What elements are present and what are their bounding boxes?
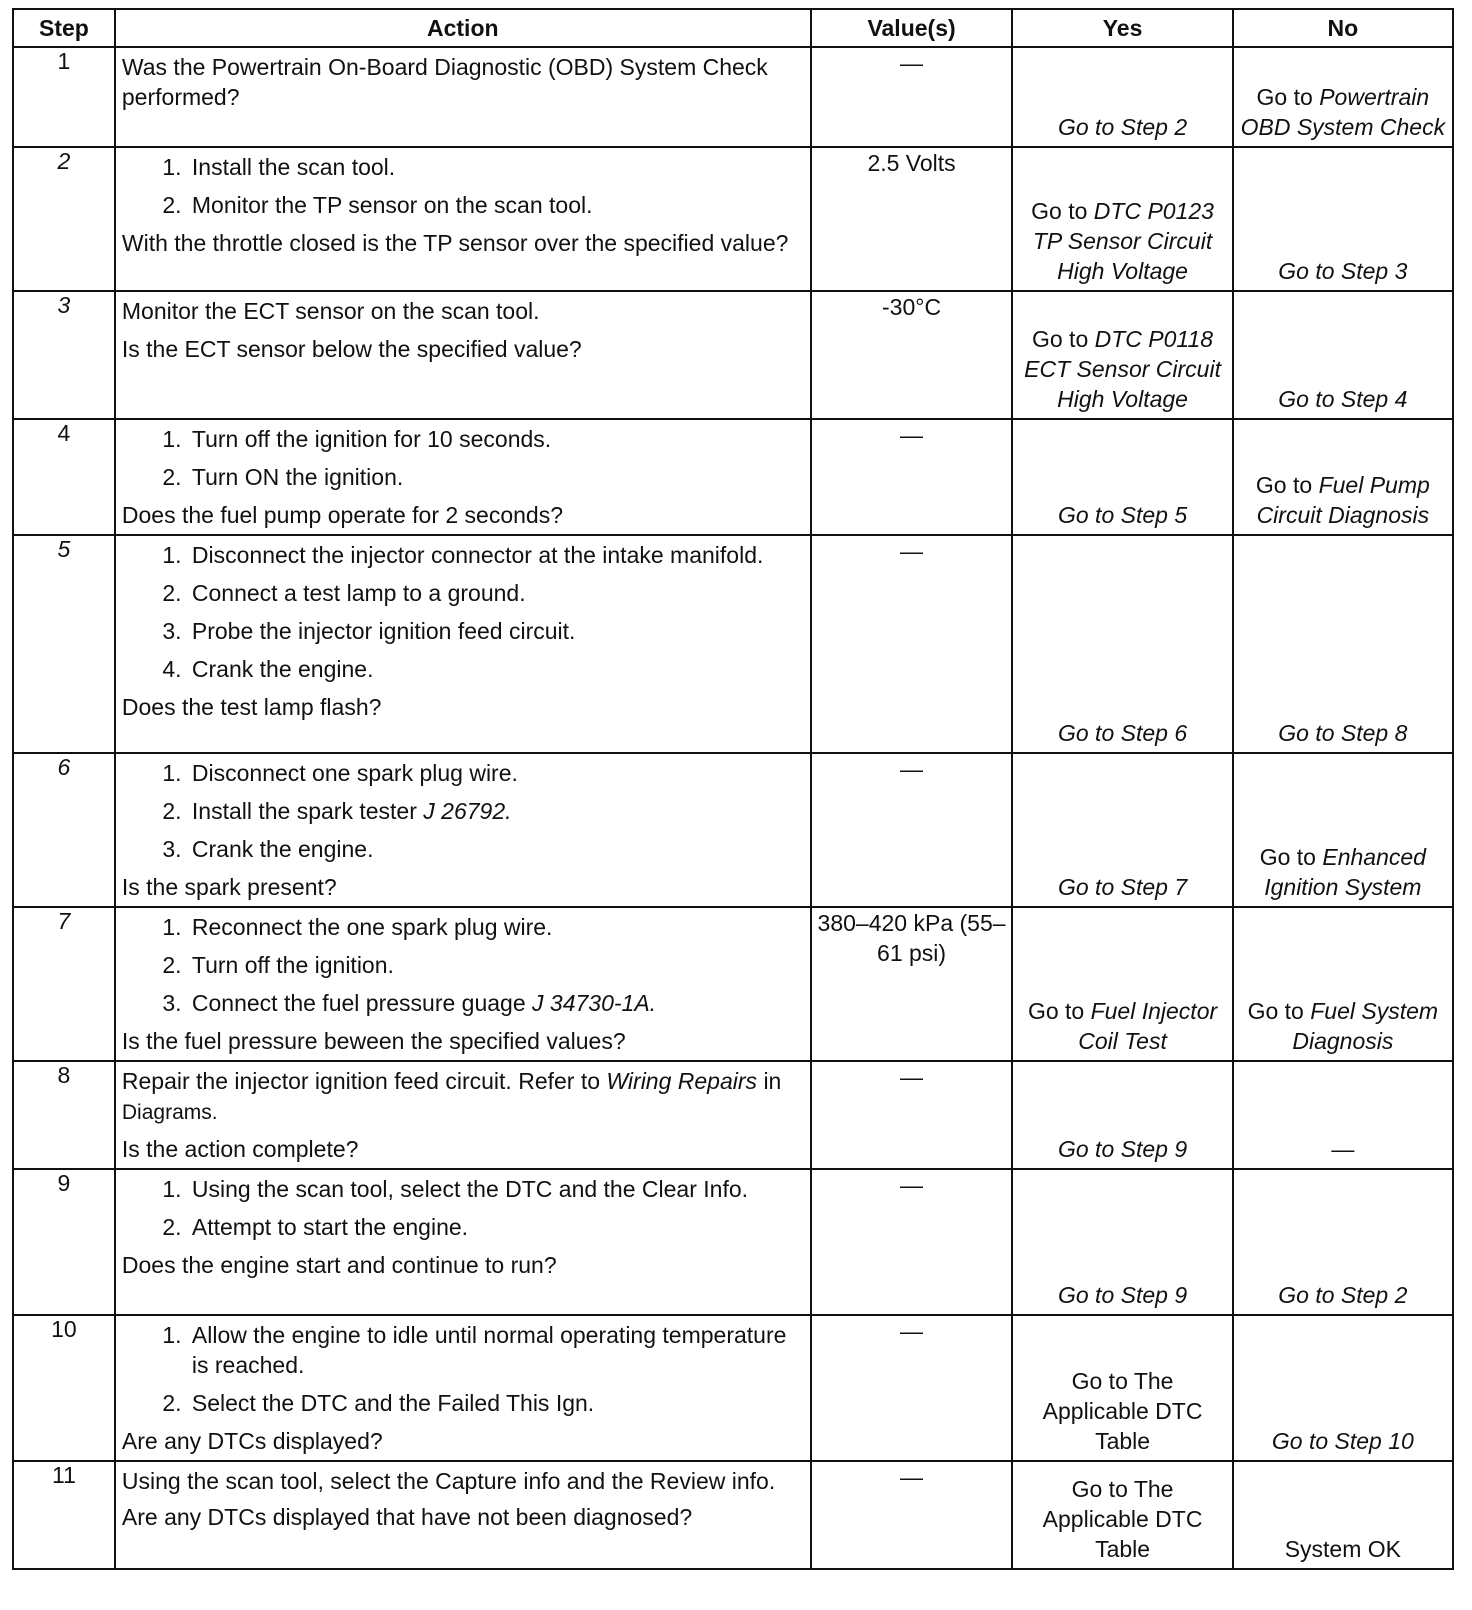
step-number: 3 — [13, 291, 115, 419]
value-cell — [811, 907, 1013, 1061]
yes-cell — [1012, 1061, 1232, 1169]
yes-link[interactable]: Go to Step 9 — [1057, 1282, 1188, 1308]
yes-cell — [1012, 1169, 1232, 1315]
value-text: — — [900, 1172, 924, 1198]
step-number: 6 — [13, 753, 115, 907]
action-cell — [115, 1061, 811, 1169]
action-text: Monitor the ECT sensor on the scan tool. — [121, 298, 540, 324]
header-values: Value(s) — [811, 9, 1013, 47]
no-cell — [1233, 419, 1453, 535]
no-cell — [1233, 291, 1453, 419]
action-cell — [115, 753, 811, 907]
action-step-item: 2. Turn ON the ignition. — [188, 462, 806, 492]
action-cell — [115, 1315, 811, 1461]
yes-cell — [1012, 147, 1232, 291]
header-action: Action — [115, 9, 811, 47]
value-cell — [811, 1315, 1013, 1461]
value-cell — [811, 47, 1013, 147]
action-text: Using the scan tool, select the Capture info and the Review info. — [121, 1468, 776, 1494]
action-cell — [115, 907, 811, 1061]
yes-link[interactable]: DTC P0118 ECT Sensor Circuit High Voltage — [1024, 326, 1221, 412]
step-number: 2 — [13, 147, 115, 291]
action-step-item: 1. Disconnect one spark plug wire. — [188, 758, 806, 788]
header-no: No — [1233, 9, 1453, 47]
action-question: Does the engine start and continue to run? — [121, 1252, 557, 1278]
action-cell — [115, 419, 811, 535]
no-prefix: Go to — [1259, 844, 1316, 870]
action-steps — [122, 152, 806, 220]
action-steps — [122, 1320, 806, 1418]
no-cell — [1233, 535, 1453, 753]
value-text: — — [900, 1464, 924, 1490]
action-steps — [122, 1174, 806, 1242]
action-question: Does the test lamp flash? — [121, 694, 382, 720]
yes-link[interactable]: Go to Step 5 — [1057, 502, 1188, 528]
yes-cell — [1012, 535, 1232, 753]
no-link[interactable]: Enhanced Ignition System — [1264, 844, 1426, 900]
value-text: — — [900, 538, 924, 564]
action-step-item: 1. Turn off the ignition for 10 seconds. — [188, 424, 806, 454]
action-cell — [115, 147, 811, 291]
no-link[interactable]: Go to Step 2 — [1278, 1282, 1408, 1308]
no-cell — [1233, 1315, 1453, 1461]
action-step-item: 2. Select the DTC and the Failed This Ign. — [188, 1388, 806, 1418]
action-cell — [115, 47, 811, 147]
no-link[interactable]: Powertrain OBD System Check — [1240, 84, 1446, 140]
yes-link[interactable]: Fuel Injector Coil Test — [1078, 998, 1218, 1054]
table-row — [13, 907, 1453, 1061]
action-step-item: 1. Reconnect the one spark plug wire. — [188, 912, 806, 942]
table-row — [13, 535, 1453, 753]
table-row — [13, 1461, 1453, 1569]
action-step-item: 3. Crank the engine. — [188, 834, 806, 864]
yes-link[interactable]: Go to Step 2 — [1057, 114, 1188, 140]
action-steps — [122, 758, 806, 864]
yes-link[interactable]: Go to Step 7 — [1057, 874, 1188, 900]
value-text: — — [900, 50, 924, 76]
tool-ref: J 34730-1A. — [532, 990, 657, 1016]
action-question: Are any DTCs displayed? — [121, 1428, 383, 1454]
value-cell — [811, 1061, 1013, 1169]
action-steps — [122, 912, 806, 1018]
value-cell — [811, 291, 1013, 419]
action-step-item: 3. Probe the injector ignition feed circuit. — [188, 616, 806, 646]
value-cell — [811, 535, 1013, 753]
step-number: 8 — [13, 1061, 115, 1169]
action-question: Was the Powertrain On-Board Diagnostic (OBD) System Check performed? — [121, 54, 768, 110]
action-step-item: 2. Turn off the ignition. — [188, 950, 806, 980]
yes-link[interactable]: Go to The Applicable DTC Table — [1042, 1476, 1203, 1562]
table-row — [13, 1169, 1453, 1315]
table-row — [13, 419, 1453, 535]
action-question: Is the action complete? — [121, 1136, 359, 1162]
no-link[interactable]: Go to Step 10 — [1271, 1428, 1414, 1454]
action-question: Does the fuel pump operate for 2 seconds? — [121, 502, 564, 528]
step-number: 11 — [13, 1461, 115, 1569]
value-text: — — [900, 756, 924, 782]
no-prefix: Go to — [1256, 84, 1313, 110]
action-question: Are any DTCs displayed that have not been diagnosed? — [121, 1504, 693, 1530]
yes-cell — [1012, 291, 1232, 419]
table-row — [13, 1315, 1453, 1461]
yes-link[interactable]: Go to Step 6 — [1057, 720, 1188, 746]
action-step-item: 2. Monitor the TP sensor on the scan tool. — [188, 190, 806, 220]
action-step-item: 1. Allow the engine to idle until normal operating temperature is reached. — [188, 1320, 806, 1380]
action-question: With the throttle closed is the TP sensor over the specified value? — [121, 230, 789, 256]
no-prefix: Go to — [1255, 472, 1313, 498]
value-cell — [811, 1461, 1013, 1569]
step-number: 5 — [13, 535, 115, 753]
value-cell — [811, 753, 1013, 907]
yes-link[interactable]: Go to Step 9 — [1057, 1136, 1188, 1162]
action-step-item: 1. Install the scan tool. — [188, 152, 806, 182]
no-cell — [1233, 907, 1453, 1061]
value-text: — — [900, 422, 924, 448]
value-cell — [811, 1169, 1013, 1315]
yes-cell — [1012, 419, 1232, 535]
action-text — [122, 1066, 806, 1128]
action-question: Is the fuel pressure beween the specified values? — [121, 1028, 626, 1054]
yes-prefix: Go to — [1031, 198, 1088, 224]
table-row — [13, 753, 1453, 907]
no-link[interactable]: Go to Step 3 — [1278, 258, 1408, 284]
action-cell — [115, 535, 811, 753]
step-number: 7 — [13, 907, 115, 1061]
diagrams-ref: Diagrams. — [121, 1101, 218, 1124]
wiring-repairs-link[interactable]: Wiring Repairs — [606, 1068, 758, 1094]
table-row — [13, 1061, 1453, 1169]
table-row — [13, 291, 1453, 419]
value-text: — — [900, 1318, 924, 1344]
no-link[interactable]: Go to Step 8 — [1278, 720, 1408, 746]
yes-link[interactable]: DTC P0123 TP Sensor Circuit High Voltage — [1032, 198, 1214, 284]
header-row — [13, 9, 1453, 47]
action-step-text: Install the spark tester — [191, 798, 417, 824]
value-text: — — [900, 1064, 924, 1090]
value-cell — [811, 419, 1013, 535]
action-step-item: 4. Crank the engine. — [188, 654, 806, 684]
value-text: 2.5 Volts — [867, 150, 956, 176]
value-cell — [811, 147, 1013, 291]
table-row — [13, 47, 1453, 147]
no-cell — [1233, 1061, 1453, 1169]
step-number: 1 — [13, 47, 115, 147]
step-number: 10 — [13, 1315, 115, 1461]
action-step-item: 2. Connect a test lamp to a ground. — [188, 578, 806, 608]
diagnostic-table — [12, 8, 1454, 1570]
action-cell — [115, 1461, 811, 1569]
table-row — [13, 147, 1453, 291]
yes-cell — [1012, 47, 1232, 147]
action-text-in: in — [763, 1068, 782, 1094]
no-cell — [1233, 147, 1453, 291]
action-question: Is the ECT sensor below the specified value? — [121, 336, 582, 362]
action-step-item: 1. Disconnect the injector connector at the intake manifold. — [188, 540, 806, 570]
value-text: (55–61 psi) — [877, 910, 1006, 966]
yes-cell — [1012, 753, 1232, 907]
action-steps — [122, 540, 806, 684]
no-cell — [1233, 47, 1453, 147]
yes-cell — [1012, 1461, 1232, 1569]
no-link[interactable]: Fuel Pump Circuit Diagnosis — [1256, 472, 1430, 528]
action-cell — [115, 291, 811, 419]
no-cell — [1233, 1461, 1453, 1569]
action-text-main: Repair the injector ignition feed circuit. Refer to — [121, 1068, 601, 1094]
value-text: -30°C — [882, 294, 942, 320]
action-steps — [122, 424, 806, 492]
no-prefix: Go to — [1247, 998, 1304, 1024]
no-text: System OK — [1284, 1536, 1401, 1562]
yes-link[interactable]: Go to The Applicable DTC Table — [1042, 1368, 1203, 1454]
yes-prefix: Go to — [1031, 326, 1089, 352]
yes-cell — [1012, 907, 1232, 1061]
no-cell — [1233, 753, 1453, 907]
action-step-text: Connect the fuel pressure guage — [191, 990, 526, 1016]
no-cell — [1233, 1169, 1453, 1315]
action-step-item: 2. Attempt to start the engine. — [188, 1212, 806, 1242]
no-link[interactable]: Fuel System Diagnosis — [1292, 998, 1439, 1054]
yes-prefix: Go to — [1027, 998, 1085, 1024]
action-step-item: 1. Using the scan tool, select the DTC and the Clear Info. — [188, 1174, 806, 1204]
value-text: 380–420 kPa — [817, 910, 954, 936]
step-number: 4 — [13, 419, 115, 535]
no-text: — — [1331, 1136, 1355, 1162]
action-step-item — [188, 796, 806, 826]
header-step: Step — [13, 9, 115, 47]
action-question: Is the spark present? — [121, 874, 337, 900]
no-link[interactable]: Go to Step 4 — [1278, 386, 1408, 412]
yes-cell — [1012, 1315, 1232, 1461]
header-yes: Yes — [1012, 9, 1232, 47]
step-number: 9 — [13, 1169, 115, 1315]
tool-ref: J 26792. — [423, 798, 512, 824]
action-step-item — [188, 988, 806, 1018]
action-cell — [115, 1169, 811, 1315]
